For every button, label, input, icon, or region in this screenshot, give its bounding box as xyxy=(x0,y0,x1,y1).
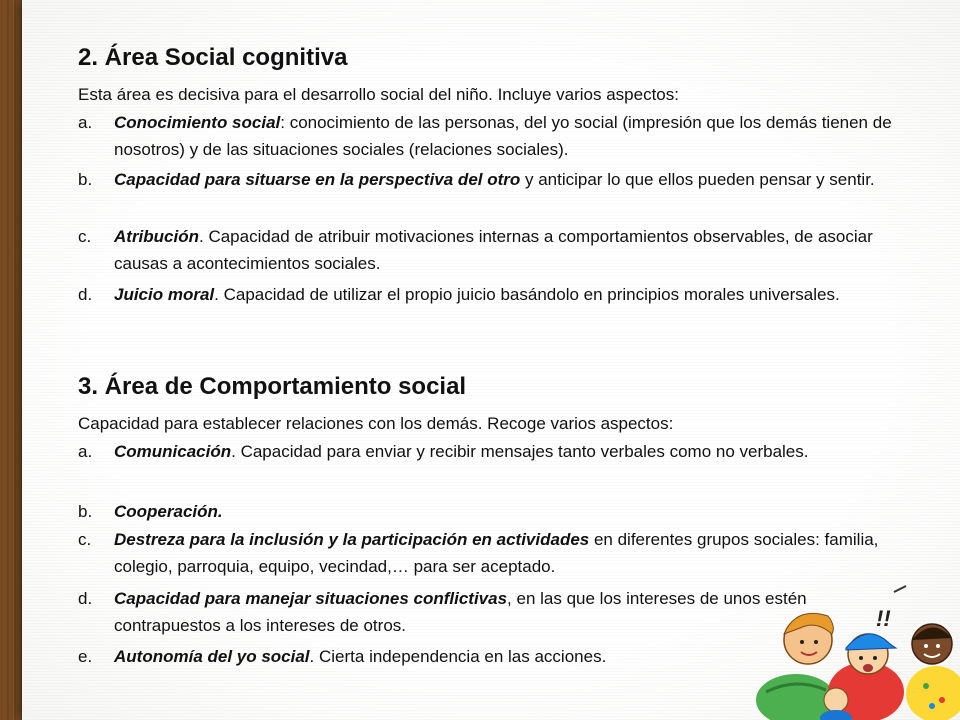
item-text: . Capacidad de utilizar el propio juicio basándolo en principios morales universales. xyxy=(214,285,840,304)
list-marker: b. xyxy=(78,170,93,189)
list-marker: d. xyxy=(78,589,93,608)
section-title-comportamiento-social: 3. Área de Comportamiento social xyxy=(78,373,467,400)
list-item xyxy=(78,166,908,193)
item-emphasis: Conocimiento social xyxy=(114,113,281,132)
item-emphasis: Autonomía del yo social xyxy=(114,647,310,666)
item-text: . Capacidad de atribuir motivaciones internas a comportamientos observables, de asociar causas a acontecimientos sociales. xyxy=(114,227,873,273)
item-text: en diferentes grupos sociales: familia, colegio, parroquia, equipo, vecindad,… para ser aceptado. xyxy=(114,530,879,576)
item-emphasis: Juicio moral xyxy=(114,285,215,304)
item-text: . Capacidad para enviar y recibir mensajes tanto verbales como no verbales. xyxy=(231,442,809,461)
list-marker: c. xyxy=(78,227,92,246)
exclamation-text: !! xyxy=(876,606,891,631)
list-item xyxy=(78,438,908,465)
item-emphasis: Destreza para la inclusión y la participación en actividades xyxy=(114,530,590,549)
item-emphasis: Comunicación xyxy=(114,442,232,461)
list-marker: a. xyxy=(78,113,93,132)
item-text: y anticipar lo que ellos pueden pensar y sentir. xyxy=(520,170,875,189)
list-item xyxy=(78,281,908,308)
item-text: , en las que los intereses de unos estén contrapuestos a los intereses de otros. xyxy=(114,589,807,635)
list-item xyxy=(78,223,908,277)
list-marker: a. xyxy=(78,442,93,461)
list-item xyxy=(78,109,908,163)
list-marker: d. xyxy=(78,285,93,304)
item-emphasis: Capacidad para situarse en la perspectiva del otro xyxy=(114,170,521,189)
item-emphasis: Capacidad para manejar situaciones conflictivas xyxy=(114,589,508,608)
list-marker: c. xyxy=(78,530,92,549)
item-emphasis: Atribución xyxy=(114,227,199,246)
item-emphasis: Cooperación. xyxy=(114,502,223,521)
item-text: . Cierta independencia en las acciones. xyxy=(309,647,607,666)
section-title-social-cognitiva: 2. Área Social cognitiva xyxy=(78,44,348,71)
list-item xyxy=(78,498,908,525)
section-intro: Esta área es decisiva para el desarrollo social del niño. Incluye varios aspectos: xyxy=(78,85,679,104)
list-marker: e. xyxy=(78,647,93,666)
children-clipart xyxy=(756,582,960,720)
section-intro: Capacidad para establecer relaciones con los demás. Recoge varios aspectos: xyxy=(78,414,674,433)
list-marker: b. xyxy=(78,502,93,521)
list-item xyxy=(78,526,908,580)
item-text: : conocimiento de las personas, del yo social (impresión que los demás tienen de nosotros) y de las situaciones sociales (relaciones sociales). xyxy=(114,113,892,159)
